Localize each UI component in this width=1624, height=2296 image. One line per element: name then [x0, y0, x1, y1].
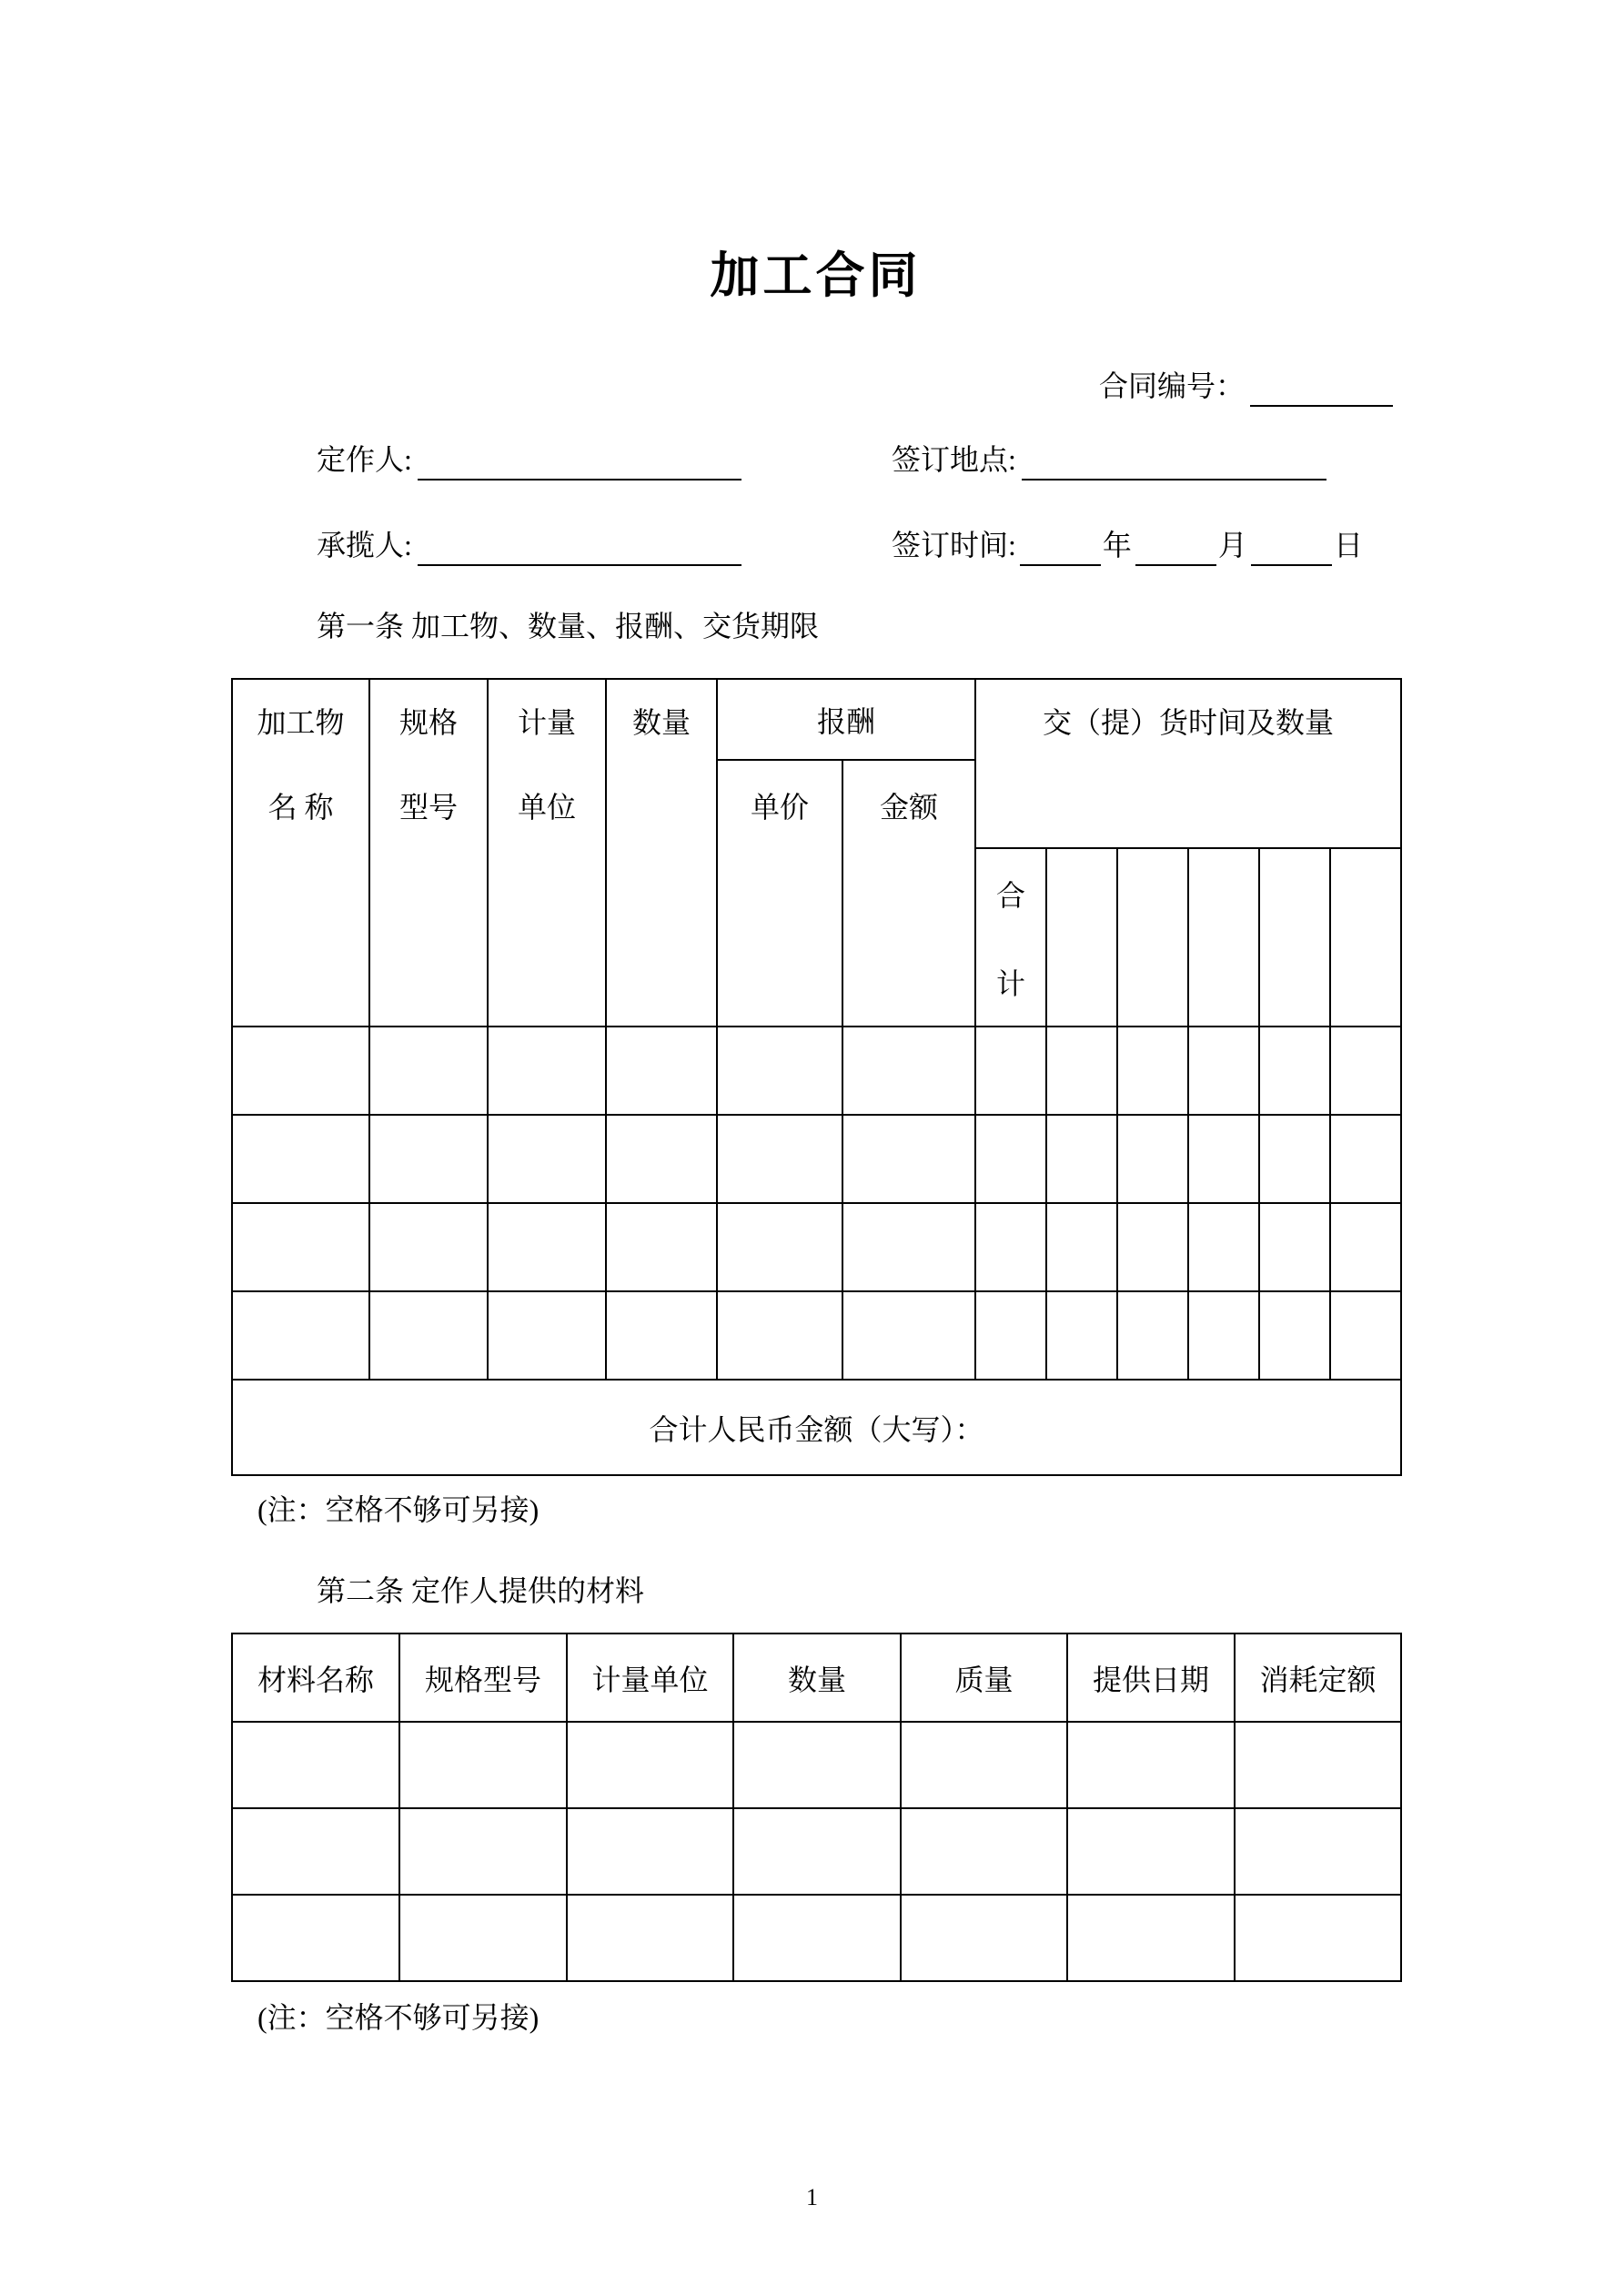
table-cell	[232, 1027, 369, 1115]
table-cell	[1067, 1895, 1235, 1981]
col-header-spec: 规格 型号	[369, 679, 488, 1027]
contract-number-row	[231, 366, 1400, 407]
table-cell	[488, 1291, 606, 1380]
col-header-item-name: 加工物 名 称	[232, 679, 369, 1027]
sign-day-blank	[1251, 533, 1332, 566]
table-cell	[1330, 1291, 1401, 1380]
total-amount-row: 合计人民币金额（大写）：	[232, 1380, 1401, 1475]
sign-place-field	[892, 440, 1400, 480]
materials-header-row	[232, 1633, 1401, 1722]
table-cell	[369, 1291, 488, 1380]
table-cell	[975, 1027, 1046, 1115]
delivery-subcol-cell	[1188, 848, 1259, 1027]
sign-place-blank	[1022, 448, 1326, 480]
table-cell	[842, 1291, 975, 1380]
contract-number-blank	[1250, 374, 1393, 407]
col-header-material-quantity: 数量	[733, 1633, 901, 1722]
table-cell	[232, 1895, 399, 1981]
table-cell	[399, 1895, 567, 1981]
delivery-total-header: 合 计	[975, 848, 1046, 1027]
delivery-subcol-cell	[1330, 848, 1401, 1027]
contractor-field	[317, 525, 892, 566]
table-cell	[975, 1291, 1046, 1380]
col-header-material-date: 提供日期	[1067, 1633, 1235, 1722]
month-label: 月	[1217, 529, 1247, 561]
party-row-2	[231, 525, 1400, 566]
table-cell	[733, 1722, 901, 1808]
sign-year-blank	[1020, 533, 1101, 566]
table-cell	[901, 1808, 1067, 1895]
table-cell	[567, 1808, 733, 1895]
table-cell	[1330, 1203, 1401, 1291]
contract-number-label: 合同编号：	[1098, 369, 1245, 402]
contractor-blank	[418, 533, 741, 566]
table-cell	[369, 1027, 488, 1115]
table-cell	[975, 1203, 1046, 1291]
maker-blank	[418, 448, 741, 480]
table-cell	[1235, 1895, 1401, 1981]
table-cell	[901, 1722, 1067, 1808]
table-cell	[1067, 1722, 1235, 1808]
table-cell	[842, 1027, 975, 1115]
table-cell	[717, 1203, 842, 1291]
table-cell	[232, 1808, 399, 1895]
page-number: 1	[806, 2184, 818, 2210]
table-cell	[369, 1203, 488, 1291]
table1-note: (注：空格不够可另接)	[257, 1493, 540, 1526]
table-cell	[1046, 1291, 1117, 1380]
table2-note: (注：空格不够可另接)	[257, 2001, 540, 2034]
table-cell	[1117, 1115, 1188, 1203]
table-cell	[717, 1291, 842, 1380]
table-cell	[1188, 1115, 1259, 1203]
section1-heading: 第一条 加工物、数量、报酬、交货期限	[317, 610, 820, 642]
section2-heading: 第二条 定作人提供的材料	[317, 1574, 645, 1607]
table-cell	[717, 1115, 842, 1203]
table-cell	[1046, 1115, 1117, 1203]
table-cell	[1046, 1203, 1117, 1291]
col-header-unit-price: 单价	[717, 760, 842, 1027]
table-row	[232, 1203, 1401, 1291]
col-header-unit: 计量 单位	[488, 679, 606, 1027]
delivery-subcol-cell	[1117, 848, 1188, 1027]
table-cell	[1235, 1722, 1401, 1808]
table-cell	[606, 1027, 717, 1115]
table-cell	[975, 1115, 1046, 1203]
table-row	[232, 1808, 1401, 1895]
table-cell	[232, 1115, 369, 1203]
table-cell	[606, 1203, 717, 1291]
table-cell	[567, 1722, 733, 1808]
day-label: 日	[1333, 529, 1363, 561]
table-cell	[1259, 1115, 1330, 1203]
table-cell	[232, 1722, 399, 1808]
table-cell	[488, 1203, 606, 1291]
col-header-amount: 金额	[842, 760, 975, 1027]
col-header-material-unit: 计量单位	[567, 1633, 733, 1722]
col-header-material-spec: 规格型号	[399, 1633, 567, 1722]
table-cell	[606, 1115, 717, 1203]
table-cell	[842, 1115, 975, 1203]
table-cell	[733, 1895, 901, 1981]
table-cell	[1117, 1027, 1188, 1115]
table-cell	[606, 1291, 717, 1380]
table-cell	[1330, 1027, 1401, 1115]
col-header-remuneration: 报酬	[717, 679, 975, 760]
table-cell	[399, 1722, 567, 1808]
table-cell	[842, 1203, 975, 1291]
year-label: 年	[1102, 529, 1132, 561]
table-cell	[733, 1808, 901, 1895]
col-header-material-quality: 质量	[901, 1633, 1067, 1722]
sign-time-label: 签订时间:	[892, 529, 1016, 561]
table-cell	[717, 1027, 842, 1115]
table-cell	[1188, 1291, 1259, 1380]
table-cell	[369, 1115, 488, 1203]
table-cell	[399, 1808, 567, 1895]
maker-label: 定作人:	[317, 443, 412, 476]
table-cell	[488, 1115, 606, 1203]
table-cell	[1117, 1291, 1188, 1380]
table-cell	[1188, 1203, 1259, 1291]
table-cell	[232, 1203, 369, 1291]
maker-field	[317, 440, 892, 480]
contractor-label: 承揽人:	[317, 529, 412, 561]
table-cell	[488, 1027, 606, 1115]
table-cell	[1046, 1027, 1117, 1115]
table-cell	[1259, 1203, 1330, 1291]
table-cell	[901, 1895, 1067, 1981]
table-cell	[1067, 1808, 1235, 1895]
table-cell	[232, 1291, 369, 1380]
sign-place-label: 签订地点:	[892, 443, 1016, 476]
col-header-delivery: 交（提）货时间及数量	[975, 679, 1401, 848]
party-row-1	[231, 440, 1400, 480]
sign-month-blank	[1135, 533, 1216, 566]
col-header-material-quota: 消耗定额	[1235, 1633, 1401, 1722]
table-cell	[1117, 1203, 1188, 1291]
table-row	[232, 1115, 1401, 1203]
table-cell	[1188, 1027, 1259, 1115]
table-cell	[1235, 1808, 1401, 1895]
processing-items-table	[231, 678, 1402, 1476]
table-cell	[1259, 1027, 1330, 1115]
col-header-material-name: 材料名称	[232, 1633, 399, 1722]
delivery-subcol-cell	[1259, 848, 1330, 1027]
materials-table	[231, 1633, 1402, 1982]
delivery-subcol-cell	[1046, 848, 1117, 1027]
document-title: 加工合同	[710, 248, 922, 303]
table-cell	[1259, 1291, 1330, 1380]
table-row	[232, 1895, 1401, 1981]
table-row	[232, 1291, 1401, 1380]
sign-time-field	[892, 525, 1400, 566]
table-cell	[1330, 1115, 1401, 1203]
col-header-quantity: 数量	[606, 679, 717, 1027]
table-row	[232, 1027, 1401, 1115]
table-cell	[567, 1895, 733, 1981]
document-content	[231, 244, 1400, 2038]
table-row	[232, 1722, 1401, 1808]
